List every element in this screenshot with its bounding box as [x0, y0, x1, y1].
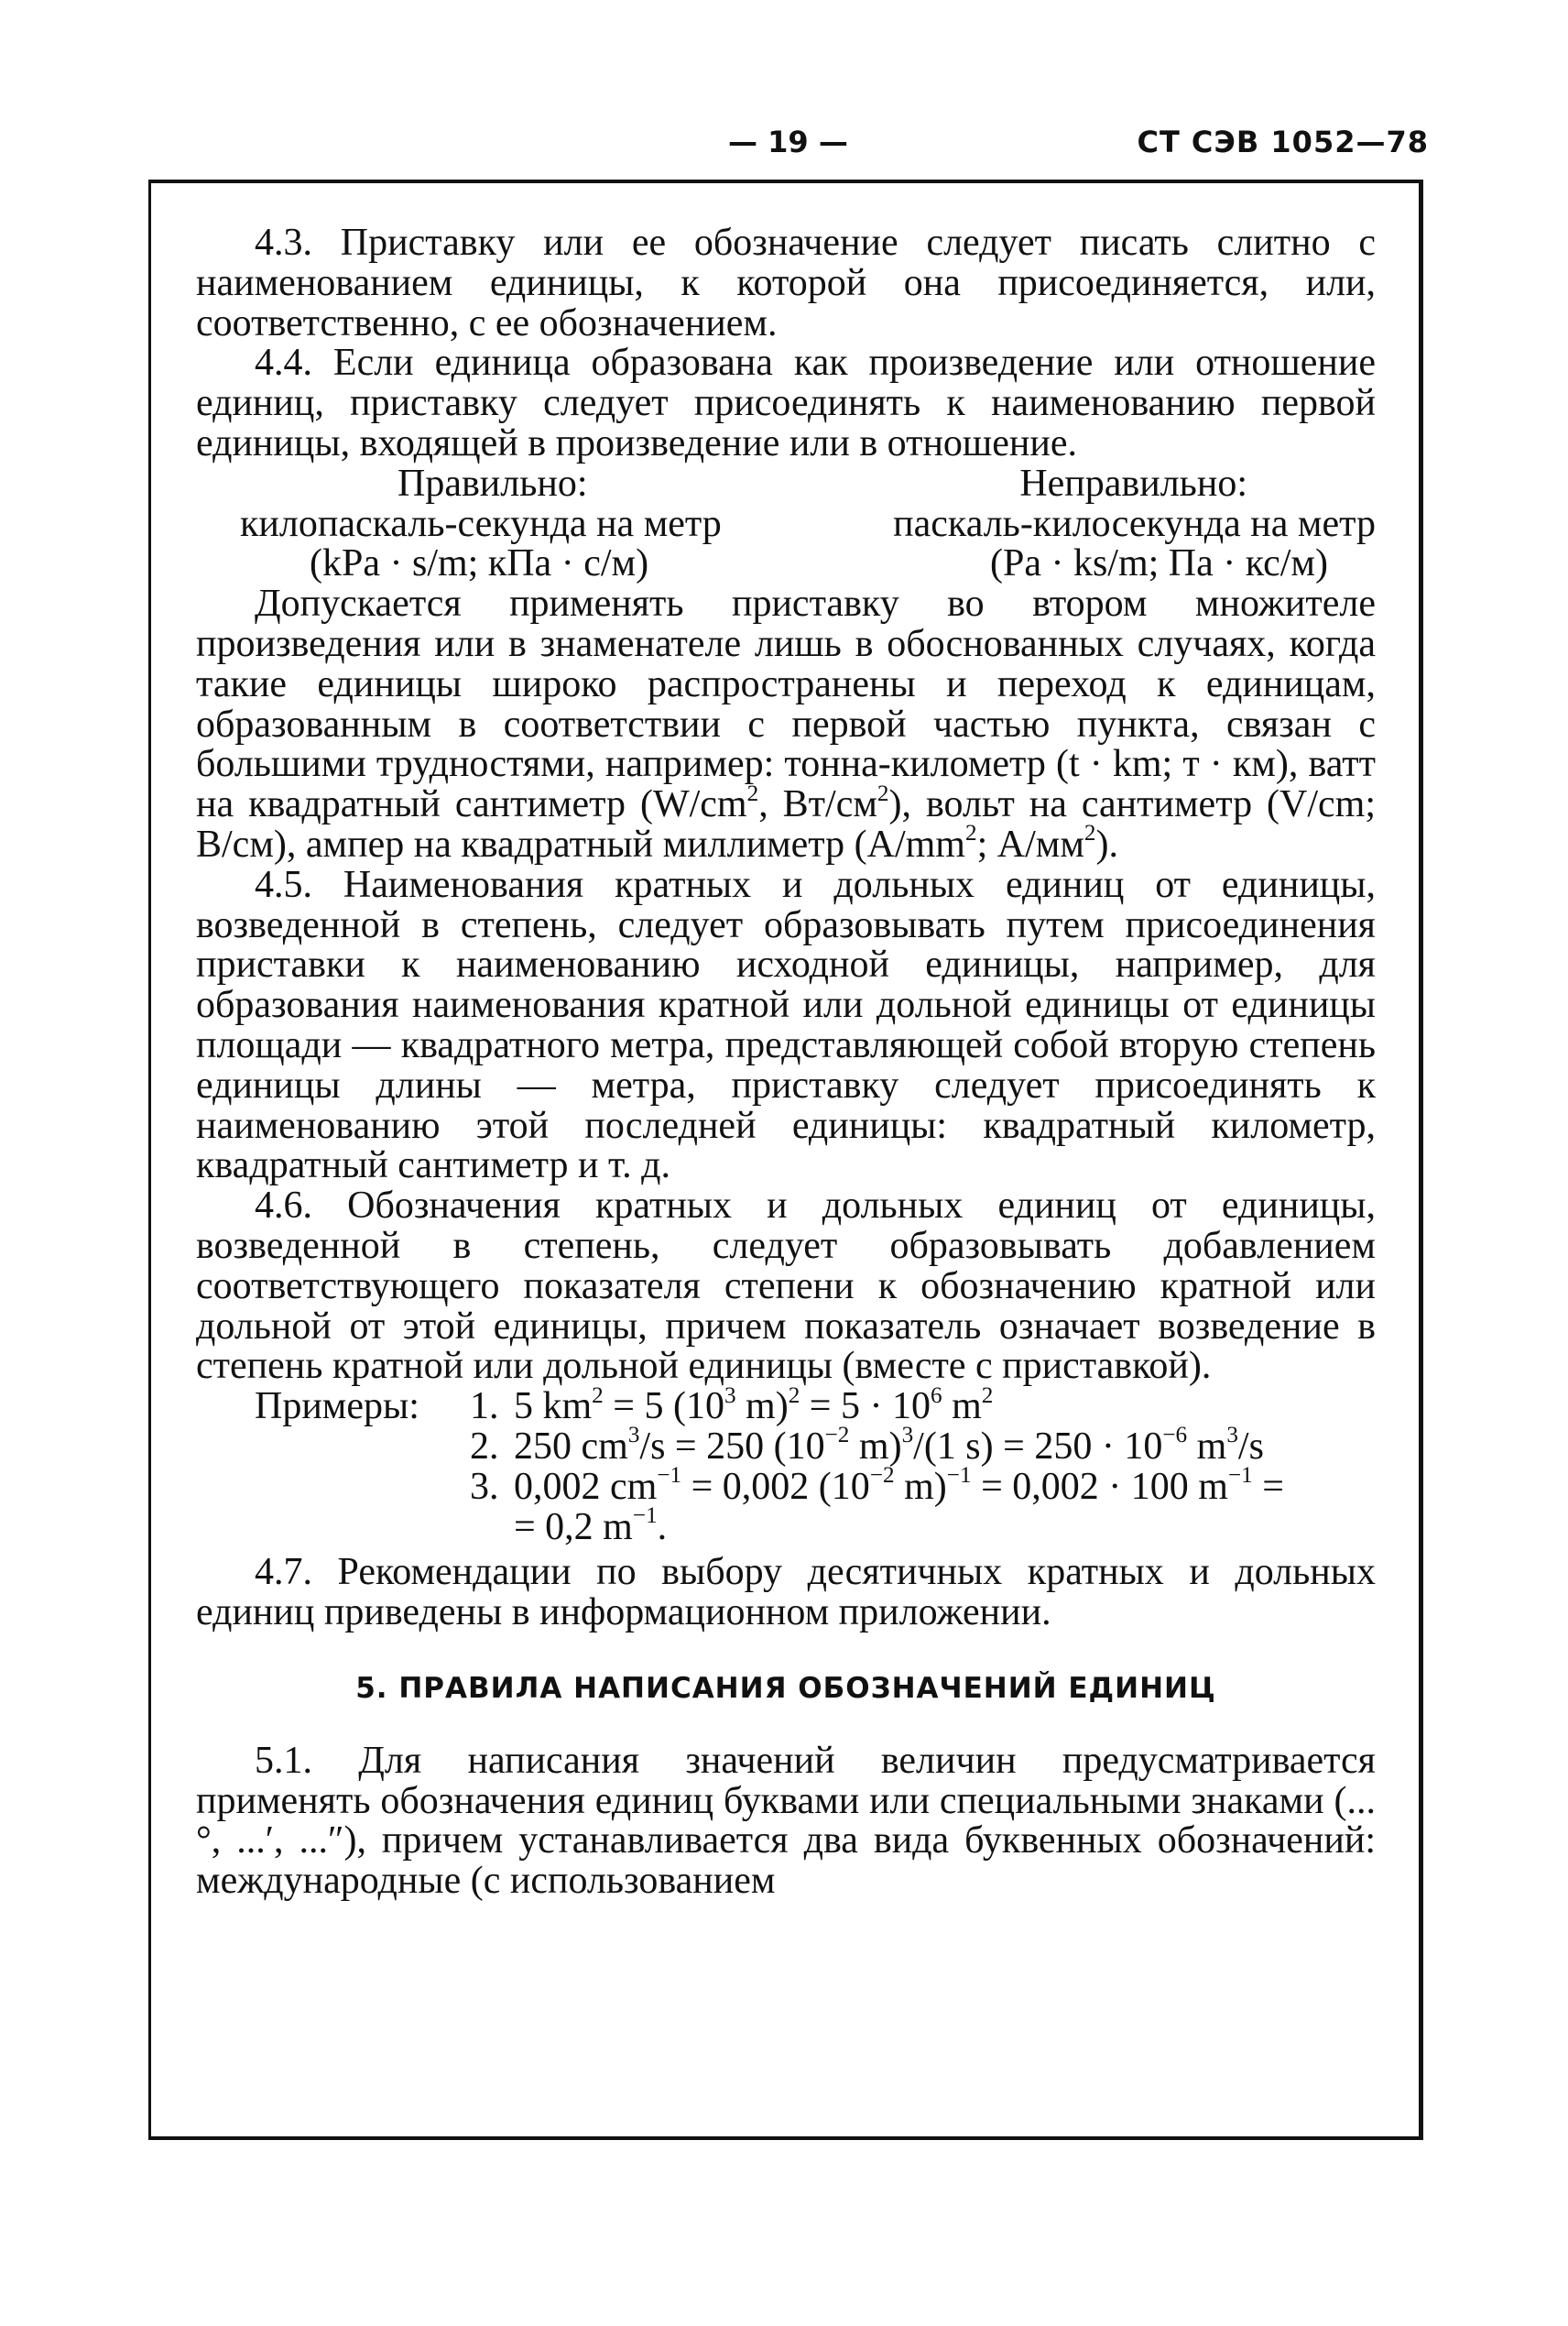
formula-exponent: 3: [724, 1382, 736, 1408]
formula-exponent: −1: [632, 1502, 658, 1528]
formula-text: = 0,002 · 100 m: [971, 1465, 1228, 1508]
example-row-1: [196, 1382, 1376, 1428]
example-formula-3-continued: [514, 1502, 1376, 1548]
formula-text: /s = 250 (10: [639, 1425, 825, 1468]
formula-exponent: −1: [657, 1463, 682, 1489]
formula-text: .: [657, 1505, 668, 1548]
formula-text: m: [942, 1385, 982, 1428]
formula-exponent: 3: [901, 1423, 914, 1448]
allowed-text-1: Допускается применять приставку во втором множителе произведения или в знаменателе лишь в обоснованных случаях, когда такие единицы широко распространены и переход к единицам, образованным в соответствии с первой частью пункта, связан с большими трудностями, например: тонна-километр (t · km; т · км), ватт на квадратный сантиметр (W/cm: [196, 583, 1376, 826]
allowed-text-5: ).: [1095, 823, 1118, 866]
correct-symbol: (kPa · s/m; кПа · с/м): [310, 542, 649, 585]
formula-exponent: −6: [1162, 1423, 1188, 1448]
formula-text: 0,002 cm: [514, 1465, 658, 1508]
example-row-2: [196, 1423, 1376, 1468]
formula-exponent: −2: [869, 1463, 895, 1489]
paragraph-allowed: [196, 584, 1376, 866]
formula-exponent: 2: [981, 1382, 994, 1408]
formula-exponent: −2: [824, 1423, 850, 1448]
comparison-block: [196, 464, 1376, 584]
page-number: — 19 —: [728, 125, 848, 159]
incorrect-name: паскаль-килосекунда на метр: [893, 502, 1376, 545]
paragraph-4-5: 4.5. Наименования кратных и дольных единиц от единицы, возведенной в степень, следует образовывать путем присоединения приставки к наименованию исходной единицы, например, для образования наименования кратной или дольной единицы от единицы площади — квадратного метра, представляющей собой вторую степень единицы длины — метра, приставку следует присоединять к наименованию этой последней единицы: квадратный километр, квадратный сантиметр и т. д.: [196, 863, 1376, 1187]
formula-text: 250 cm: [514, 1425, 628, 1468]
example-number-3: 3.: [470, 1465, 499, 1508]
formula-text: = 0,002 (10: [681, 1465, 870, 1508]
paragraph-4-7: 4.7. Рекомендации по выбору десятичных кратных и дольных единиц приведены в информационном приложении.: [196, 1551, 1376, 1634]
allowed-text-2: , Вт/см: [758, 783, 877, 826]
examples-label: Примеры:: [255, 1385, 419, 1428]
paragraph-4-6: 4.6. Обозначения кратных и дольных единиц от единицы, возведенной в степень, следует образовывать добавлением соответствующего показателя степени к обозначению кратной или дольной от этой единицы, причем показатель означает возведение в степень кратной или дольной единицы (вместе с приставкой).: [196, 1185, 1376, 1388]
incorrect-label: Неправильно:: [1019, 462, 1247, 505]
formula-text: m): [849, 1425, 902, 1468]
correct-name: килопаскаль-секунда на метр: [240, 502, 722, 545]
allowed-sup-2: 2: [877, 781, 889, 806]
example-formula-1: [514, 1382, 1376, 1428]
allowed-sup-3: 2: [964, 821, 977, 846]
formula-exponent: 2: [592, 1382, 604, 1408]
example-number-2: 2.: [470, 1425, 499, 1468]
comparison-symbols: [196, 544, 1376, 584]
formula-text: = 5 (10: [603, 1385, 724, 1428]
formula-exponent: 3: [1226, 1423, 1238, 1448]
formula-exponent: −1: [1227, 1463, 1253, 1489]
formula-text: =: [1252, 1465, 1284, 1508]
example-formula-3: [514, 1463, 1376, 1508]
formula-text: /s: [1237, 1425, 1264, 1468]
comparison-labels: [196, 464, 1376, 505]
page-content: [196, 224, 1376, 1902]
allowed-text-3: ), вольт на сантиметр (V/cm; В/см), ампер на квадратный миллиметр (A/mm: [196, 783, 1376, 866]
example-row-3: [196, 1463, 1376, 1508]
formula-exponent: 6: [930, 1382, 942, 1408]
standard-code: СТ СЭВ 1052—78: [1137, 125, 1429, 159]
formula-exponent: 3: [627, 1423, 640, 1448]
page-header: [156, 125, 1429, 180]
allowed-sup-4: 2: [1083, 821, 1096, 846]
allowed-sup-1: 2: [746, 781, 759, 806]
paragraph-5-1: 5.1. Для написания значений величин предусматривается применять обозначения единиц буквами или специальными знаками (...°, ...′, ...″), причем устанавливается два вида буквенных обозначений: международные (с использованием: [196, 1739, 1376, 1903]
examples-block: [196, 1382, 1376, 1548]
example-row-3-continued: [196, 1502, 1376, 1548]
paragraph-4-3: 4.3. Приставку или ее обозначение следует писать слитно с наименованием единицы, к которой она присоединяется, или, соответственно, с ее обозначением.: [196, 222, 1376, 344]
correct-label: Правильно:: [397, 462, 588, 505]
formula-text: = 5 · 10: [800, 1385, 931, 1428]
allowed-text-4: ; А/мм: [976, 823, 1084, 866]
formula-text: /(1 s) = 250 · 10: [913, 1425, 1163, 1468]
formula-text: = 0,2 m: [514, 1505, 633, 1548]
formula-text: m): [894, 1465, 947, 1508]
paragraph-4-4: 4.4. Если единица образована как произведение или отношение единиц, приставку следует присоединять к наименованию первой единицы, входящей в произведение или в отношение.: [196, 342, 1376, 464]
formula-text: m: [1187, 1425, 1227, 1468]
incorrect-symbol: (Pa · ks/m; Па · кс/м): [989, 542, 1328, 585]
comparison-names: [196, 502, 1376, 545]
section-5-title: 5. ПРАВИЛА НАПИСАНИЯ ОБОЗНАЧЕНИЙ ЕДИНИЦ: [355, 1671, 1216, 1705]
formula-text: m): [735, 1385, 789, 1428]
formula-text: 5 km: [514, 1385, 593, 1428]
example-number-1: 1.: [470, 1385, 499, 1428]
formula-exponent: 2: [788, 1382, 800, 1408]
formula-exponent: −1: [946, 1463, 972, 1489]
example-formula-2: [514, 1423, 1376, 1468]
